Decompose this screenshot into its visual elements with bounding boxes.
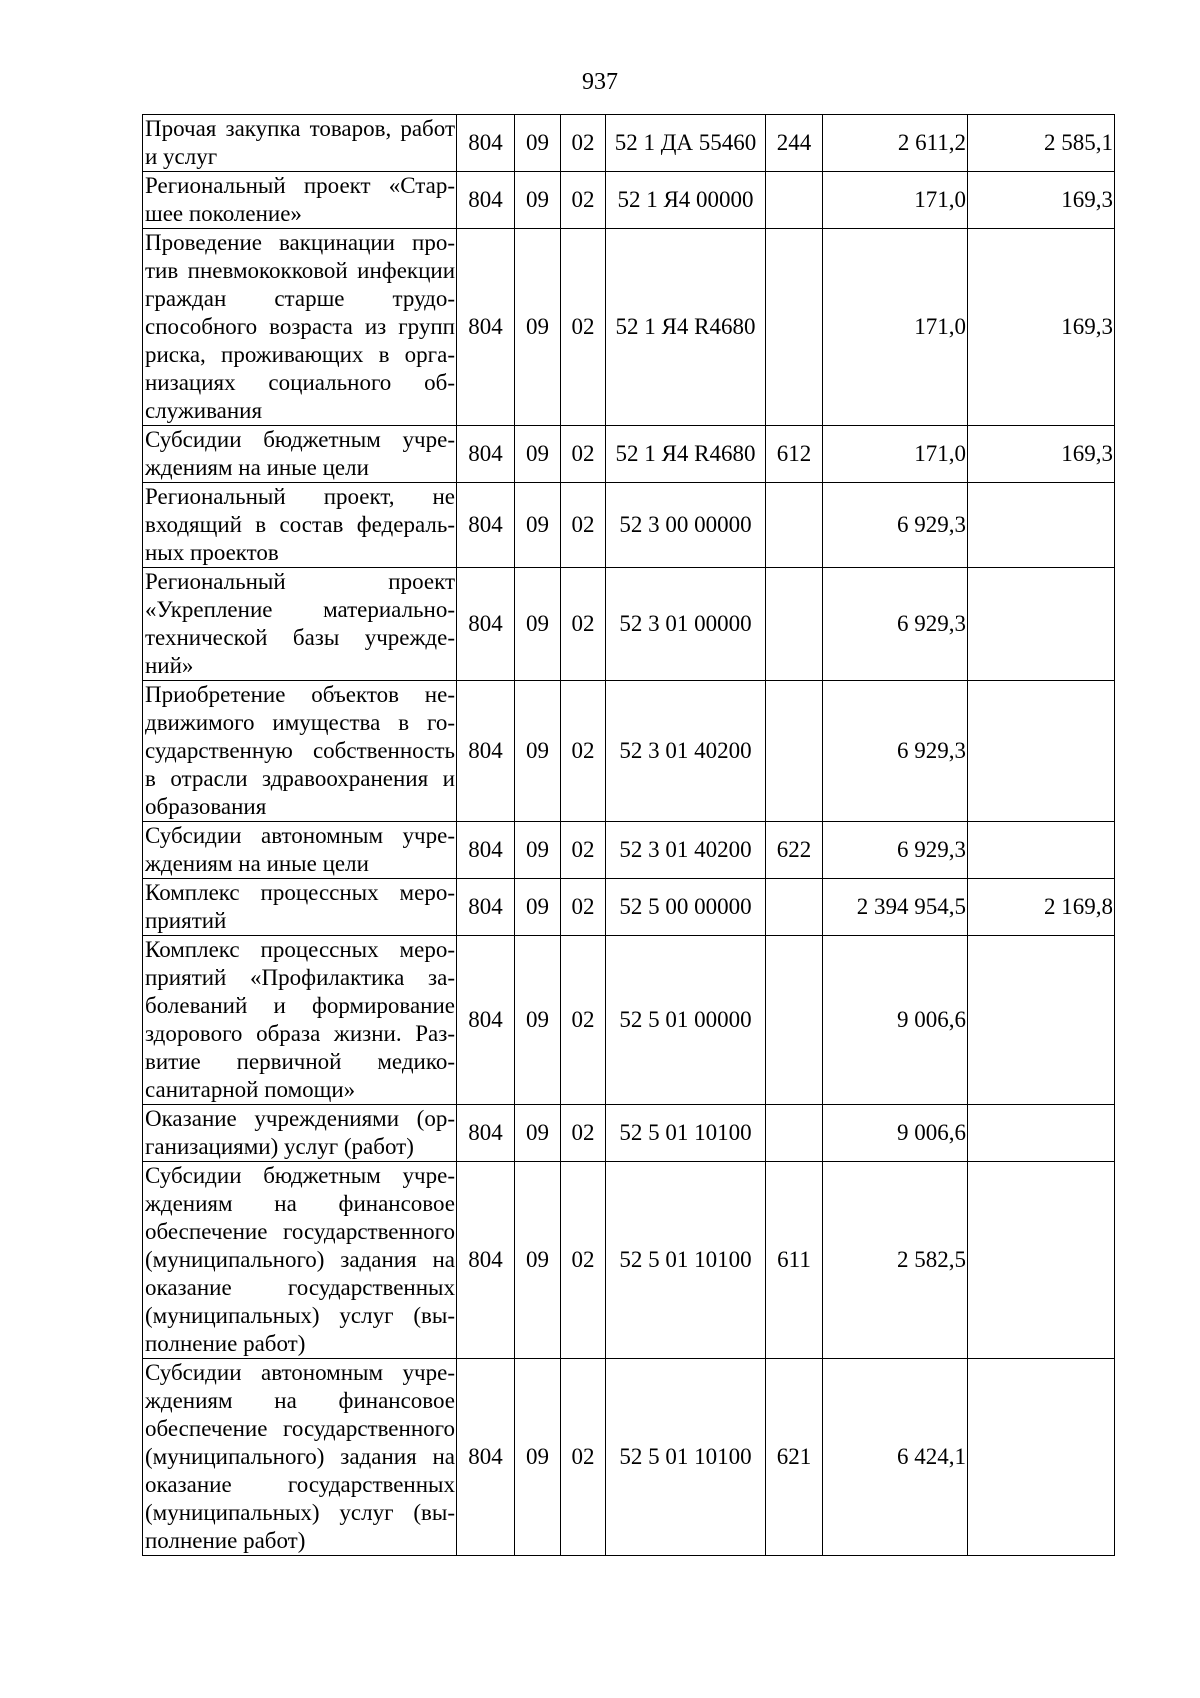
target-article-cell: 52 3 01 00000 xyxy=(606,568,766,681)
row-name-cell: Субсидии бюджетным учреждениям на финансовое обеспечение государственного (муниципального) задания на оказание государственных (муниципальных) услуг (выполнение работ) xyxy=(143,1162,457,1359)
table-row xyxy=(143,822,1115,879)
ministry-code-cell: 804 xyxy=(457,483,515,568)
amount-federal-cell xyxy=(968,1105,1115,1162)
table-row xyxy=(143,229,1115,426)
expense-type-cell xyxy=(766,229,823,426)
amount-federal-cell xyxy=(968,681,1115,822)
section-code-cell: 09 xyxy=(515,681,561,822)
target-article-cell: 52 1 Я4 R4680 xyxy=(606,229,766,426)
ministry-code-cell: 804 xyxy=(457,115,515,172)
target-article-cell: 52 5 01 10100 xyxy=(606,1359,766,1556)
section-code-cell: 09 xyxy=(515,936,561,1105)
table-row xyxy=(143,936,1115,1105)
subsection-code-cell: 02 xyxy=(561,483,606,568)
table-row xyxy=(143,1105,1115,1162)
table-row xyxy=(143,426,1115,483)
amount-cell: 171,0 xyxy=(823,229,968,426)
row-name-cell: Проведение вакцинации против пневмококковой инфекции граждан старше трудоспособного возраста из групп риска, проживающих в организациях социального обслуживания xyxy=(143,229,457,426)
section-code-cell: 09 xyxy=(515,483,561,568)
ministry-code-cell: 804 xyxy=(457,1162,515,1359)
table-row xyxy=(143,483,1115,568)
amount-federal-cell xyxy=(968,936,1115,1105)
section-code-cell: 09 xyxy=(515,115,561,172)
ministry-code-cell: 804 xyxy=(457,568,515,681)
subsection-code-cell: 02 xyxy=(561,936,606,1105)
ministry-code-cell: 804 xyxy=(457,229,515,426)
subsection-code-cell: 02 xyxy=(561,822,606,879)
table-row xyxy=(143,681,1115,822)
row-name-cell: Приобретение объектов недвижимого имущества в государственную собственность в отрасли здравоохранения и образования xyxy=(143,681,457,822)
page-number: 937 xyxy=(582,69,618,95)
target-article-cell: 52 5 01 00000 xyxy=(606,936,766,1105)
amount-cell: 9 006,6 xyxy=(823,1105,968,1162)
expense-type-cell xyxy=(766,483,823,568)
section-code-cell: 09 xyxy=(515,1105,561,1162)
subsection-code-cell: 02 xyxy=(561,1359,606,1556)
ministry-code-cell: 804 xyxy=(457,681,515,822)
row-name-cell: Прочая закупка товаров, работ и услуг xyxy=(143,115,457,172)
ministry-code-cell: 804 xyxy=(457,172,515,229)
section-code-cell: 09 xyxy=(515,1162,561,1359)
subsection-code-cell: 02 xyxy=(561,1105,606,1162)
ministry-code-cell: 804 xyxy=(457,822,515,879)
amount-federal-cell xyxy=(968,1359,1115,1556)
table-row xyxy=(143,879,1115,936)
ministry-code-cell: 804 xyxy=(457,1105,515,1162)
row-name-cell: Субсидии автономным учреждениям на иные цели xyxy=(143,822,457,879)
expense-type-cell: 622 xyxy=(766,822,823,879)
expense-type-cell xyxy=(766,681,823,822)
section-code-cell: 09 xyxy=(515,229,561,426)
amount-federal-cell xyxy=(968,483,1115,568)
budget-table xyxy=(142,114,1115,1556)
section-code-cell: 09 xyxy=(515,426,561,483)
amount-cell: 171,0 xyxy=(823,426,968,483)
amount-federal-cell xyxy=(968,822,1115,879)
table-row xyxy=(143,172,1115,229)
amount-cell: 6 929,3 xyxy=(823,483,968,568)
amount-federal-cell: 169,3 xyxy=(968,172,1115,229)
expense-type-cell: 612 xyxy=(766,426,823,483)
section-code-cell: 09 xyxy=(515,172,561,229)
row-name-cell: Региональный проект «Старшее поколение» xyxy=(143,172,457,229)
amount-cell: 9 006,6 xyxy=(823,936,968,1105)
amount-cell: 6 929,3 xyxy=(823,568,968,681)
section-code-cell: 09 xyxy=(515,568,561,681)
subsection-code-cell: 02 xyxy=(561,568,606,681)
table-row xyxy=(143,1359,1115,1556)
target-article-cell: 52 5 01 10100 xyxy=(606,1162,766,1359)
section-code-cell: 09 xyxy=(515,822,561,879)
amount-cell: 171,0 xyxy=(823,172,968,229)
ministry-code-cell: 804 xyxy=(457,426,515,483)
subsection-code-cell: 02 xyxy=(561,229,606,426)
table-body xyxy=(143,115,1115,1556)
target-article-cell: 52 3 01 40200 xyxy=(606,681,766,822)
expense-type-cell: 621 xyxy=(766,1359,823,1556)
row-name-cell: Комплекс процессных мероприятий xyxy=(143,879,457,936)
target-article-cell: 52 3 00 00000 xyxy=(606,483,766,568)
expense-type-cell xyxy=(766,568,823,681)
subsection-code-cell: 02 xyxy=(561,172,606,229)
amount-federal-cell xyxy=(968,568,1115,681)
target-article-cell: 52 1 Я4 R4680 xyxy=(606,426,766,483)
row-name-cell: Региональный проект «Укрепление материально-технической базы учреждений» xyxy=(143,568,457,681)
target-article-cell: 52 5 00 00000 xyxy=(606,879,766,936)
amount-cell: 6 929,3 xyxy=(823,822,968,879)
subsection-code-cell: 02 xyxy=(561,115,606,172)
target-article-cell: 52 5 01 10100 xyxy=(606,1105,766,1162)
expense-type-cell: 611 xyxy=(766,1162,823,1359)
subsection-code-cell: 02 xyxy=(561,426,606,483)
expense-type-cell xyxy=(766,1105,823,1162)
expense-type-cell xyxy=(766,879,823,936)
expense-type-cell xyxy=(766,172,823,229)
amount-cell: 2 582,5 xyxy=(823,1162,968,1359)
amount-federal-cell xyxy=(968,1162,1115,1359)
amount-federal-cell: 169,3 xyxy=(968,229,1115,426)
subsection-code-cell: 02 xyxy=(561,879,606,936)
target-article-cell: 52 1 ДА 55460 xyxy=(606,115,766,172)
amount-federal-cell: 2 585,1 xyxy=(968,115,1115,172)
amount-cell: 2 611,2 xyxy=(823,115,968,172)
subsection-code-cell: 02 xyxy=(561,681,606,822)
table-row xyxy=(143,568,1115,681)
table-row xyxy=(143,115,1115,172)
amount-cell: 2 394 954,5 xyxy=(823,879,968,936)
ministry-code-cell: 804 xyxy=(457,936,515,1105)
amount-cell: 6 424,1 xyxy=(823,1359,968,1556)
row-name-cell: Субсидии бюджетным учреждениям на иные цели xyxy=(143,426,457,483)
target-article-cell: 52 1 Я4 00000 xyxy=(606,172,766,229)
section-code-cell: 09 xyxy=(515,1359,561,1556)
ministry-code-cell: 804 xyxy=(457,1359,515,1556)
expense-type-cell xyxy=(766,936,823,1105)
table-row xyxy=(143,1162,1115,1359)
target-article-cell: 52 3 01 40200 xyxy=(606,822,766,879)
section-code-cell: 09 xyxy=(515,879,561,936)
row-name-cell: Субсидии автономным учреждениям на финансовое обеспечение государственного (муниципального) задания на оказание государственных (муниципальных) услуг (выполнение работ) xyxy=(143,1359,457,1556)
row-name-cell: Региональный проект, не входящий в состав федеральных проектов xyxy=(143,483,457,568)
amount-federal-cell: 169,3 xyxy=(968,426,1115,483)
expense-type-cell: 244 xyxy=(766,115,823,172)
row-name-cell: Оказание учреждениями (организациями) услуг (работ) xyxy=(143,1105,457,1162)
amount-cell: 6 929,3 xyxy=(823,681,968,822)
ministry-code-cell: 804 xyxy=(457,879,515,936)
row-name-cell: Комплекс процессных мероприятий «Профилактика заболеваний и формирование здорового образа жизни. Развитие первичной медико-санитарной помощи» xyxy=(143,936,457,1105)
subsection-code-cell: 02 xyxy=(561,1162,606,1359)
amount-federal-cell: 2 169,8 xyxy=(968,879,1115,936)
